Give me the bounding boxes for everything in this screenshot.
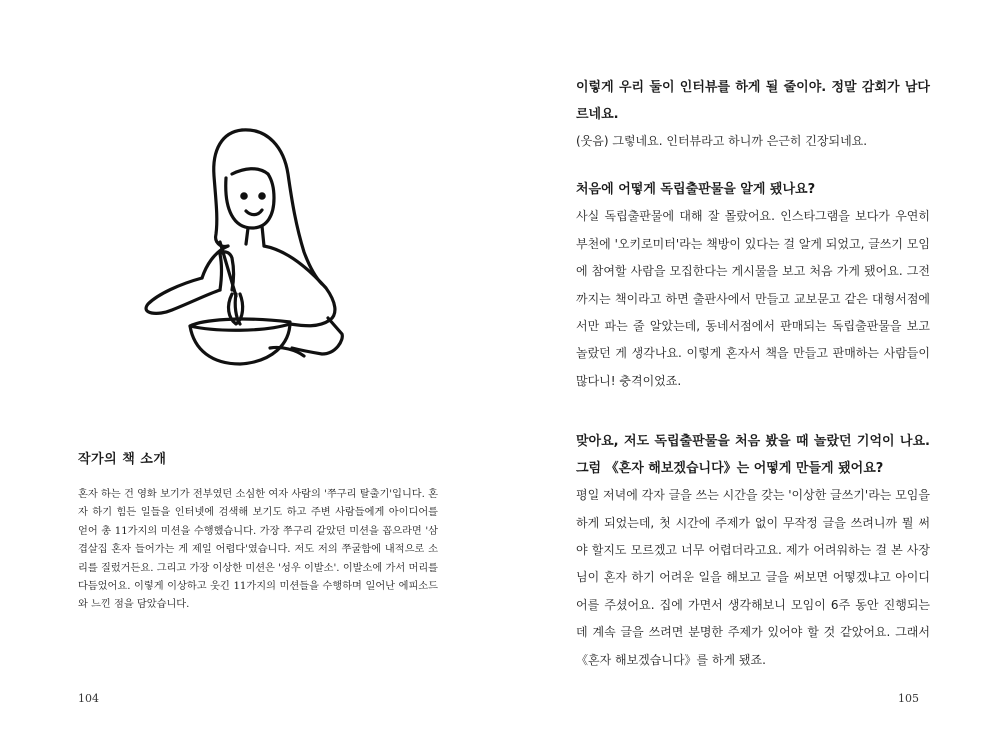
question-1: 이렇게 우리 둘이 인터뷰를 하게 될 줄이야. 정말 감회가 남다르네요. <box>576 80 930 122</box>
page-number-right: 105 <box>898 692 919 705</box>
right-page <box>500 0 1000 734</box>
qa-block-2 <box>576 176 930 395</box>
interview-section <box>576 74 930 674</box>
page-number-left: 104 <box>78 692 99 705</box>
question-2: 처음에 어떻게 독립출판물을 알게 됐나요? <box>576 182 816 198</box>
answer-2: 사실 독립출판물에 대해 잘 몰랐어요. 인스타그램을 보다가 우연히 부천에 '오키로미터'라는 책방이 있다는 걸 알게 되었고, 글쓰기 모임에 참여할 사람을 모집한다는 게시물을 보고 처음 가게 됐어요. 그전까지는 책이라고 하면 출판사에서 만들고 교보문고 같은 대형서점에서만 파는 줄 알았는데, 동네서점에서 판매되는 독립출판물을 보고 놀랐던 게 생각나요. 이렇게 혼자서 책을 만들고 판매하는 사람들이 많다니! 충격이었죠. <box>576 209 930 388</box>
answer-3: 평일 저녁에 각자 글을 쓰는 시간을 갖는 '이상한 글쓰기'라는 모임을 하게 되었는데, 첫 시간에 주제가 없이 무작정 글을 쓰려니까 뭘 써야 할지도 모르겠고 너무 어렵더라고요. 제가 어려워하는 걸 본 사장님이 혼자 하기 어려운 일을 해보고 글을 써보면 어떻겠냐고 아이디어를 주셨어요. 집에 가면서 생각해보니 모임이 6주 동안 진행되는데 계속 글을 쓰려면 분명한 주제가 있어야 할 것 같았어요. 그래서 《혼자 해보겠습니다》를 하게 됐죠. <box>576 488 930 667</box>
question-3: 맞아요, 저도 독립출판물을 처음 봤을 때 놀랐던 기억이 나요. 그럼 《혼자 해보겠습니다》는 어떻게 만들게 됐어요? <box>576 434 930 477</box>
book-intro-body: 혼자 하는 건 영화 보기가 전부였던 소심한 여자 사람의 '쭈구리 탈출기'입니다. 혼자 하기 힘든 일들을 인터넷에 검색해 보기도 하고 주변 사람들에게 아이디어를 얻어 총 11가지의 미션을 수행했습니다. 가장 쭈구리 같았던 미션을 꼽으라면 '삼겹살집 혼자 들어가는 게 제일 어렵다'였습니다. 저도 저의 쭈굴함에 내적으로 소리를 질렀거든요. 그리고 가장 이상한 미션은 '성우 이발소'. 이발소에 가서 머리를 다듬었어요. 이렇게 이상하고 웃긴 11가지의 미션들을 수행하며 일어난 에피소드와 느낀 점을 담았습니다. <box>78 489 438 611</box>
qa-block-1 <box>576 74 930 155</box>
book-intro-title: 작가의 책 소개 <box>78 452 167 467</box>
qa-block-3 <box>576 428 930 674</box>
answer-1: (웃음) 그렇네요. 인터뷰라고 하니까 은근히 긴장되네요. <box>576 134 868 148</box>
woman-whisking-bowl-illustration <box>140 118 360 378</box>
